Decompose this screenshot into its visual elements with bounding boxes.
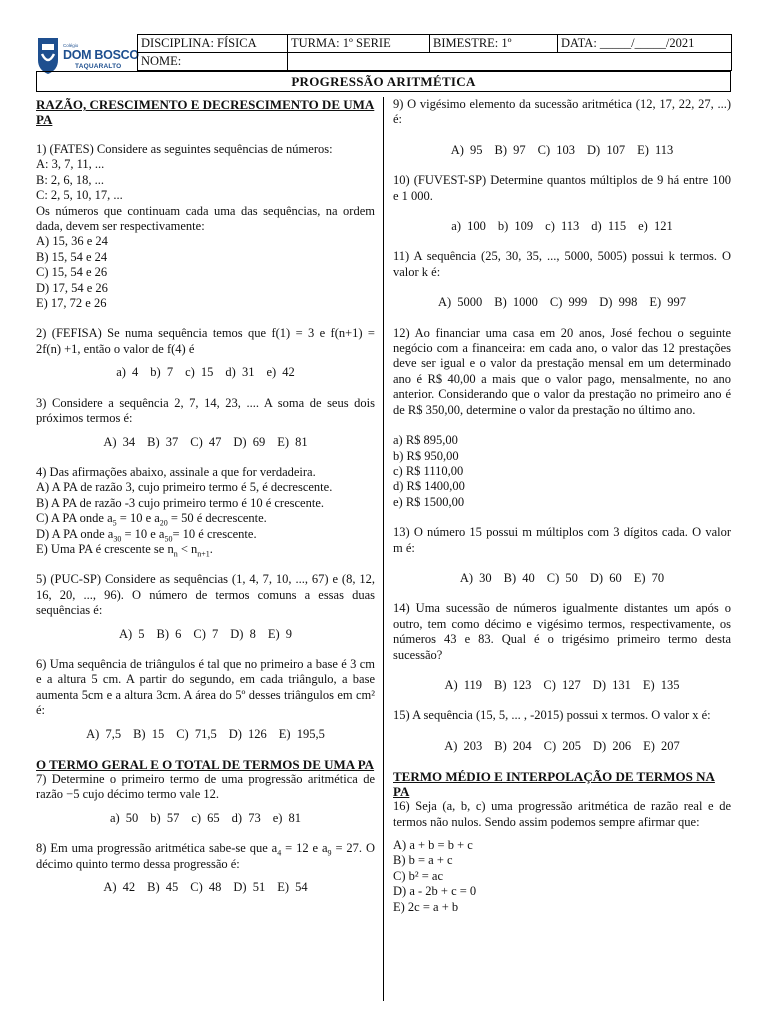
bimester-cell: BIMESTRE: 1º xyxy=(430,35,558,53)
option: C) 47 xyxy=(190,434,222,449)
option: C) 999 xyxy=(549,295,588,310)
option-c: c) R$ 1110,00 xyxy=(393,463,464,478)
right-column xyxy=(393,97,731,915)
option: D) 107 xyxy=(587,142,626,157)
option: D) 131 xyxy=(592,677,631,692)
section-heading: RAZÃO, CRESCIMENTO E DECRESCIMENTO DE UMA PA xyxy=(36,97,375,127)
question-1: 1) (FATES) Considere as seguintes sequências de números: xyxy=(36,142,333,156)
option: d) 73 xyxy=(231,810,261,825)
option: C) 50 xyxy=(546,570,578,585)
option: E) 113 xyxy=(637,142,674,157)
option-d: D) A PA onde $a_{30} = 10$ e $a_{50}= 10$ é crescente. xyxy=(36,526,257,544)
option-e: E) Uma PA é crescente se $n_n < n_{n+1}$. xyxy=(36,541,213,559)
option: a) 4 xyxy=(116,365,139,380)
option: E) 135 xyxy=(642,677,680,692)
logo-top-text: Colégio xyxy=(63,43,79,48)
question-5: 5) (PUC-SP) Considere as sequências (1, 4, 7, 10, ..., 67) e (8, 12, 16, 20, ..., 96). O número de termos comuns a essas duas sequências é: xyxy=(36,572,375,618)
option: b) 109 xyxy=(497,219,534,234)
option: D) 206 xyxy=(593,738,632,753)
option: E) 195,5 xyxy=(278,726,325,741)
option: B) 45 xyxy=(147,880,179,895)
option-b: B) 15, 54 e 24 xyxy=(36,249,108,264)
option: D) 60 xyxy=(589,570,622,585)
question-15: 15) A sequência (15, 5, ... , -2015) possui x termos. O valor x é: xyxy=(393,708,711,723)
option-b: B) b = a + c xyxy=(393,853,453,868)
question-8: 8) Em uma progressão aritmética sabe-se que $a_4 = 12$ e $a_9 = 27$. O décimo quinto termo dessa progressão é: xyxy=(36,841,376,871)
option: e) 42 xyxy=(266,365,295,380)
options-row xyxy=(393,295,731,310)
options-row xyxy=(393,678,731,693)
option: b) 7 xyxy=(150,365,174,380)
question-16: 16) Seja (a, b, c) uma progressão aritmética de razão real e de termos não nulos. Sendo assim podemos sempre afirmar que: xyxy=(393,799,731,829)
name-label: NOME: xyxy=(138,53,288,71)
option: d) 31 xyxy=(225,365,255,380)
option: A) 119 xyxy=(444,677,483,692)
section-heading: TERMO MÉDIO E INTERPOLAÇÃO DE TERMOS NA PA xyxy=(393,769,715,800)
name-field[interactable] xyxy=(288,53,732,71)
question-2: 2) (FEFISA) Se numa sequência temos que f(1) = 3 e f(n+1) = 2f(n) +1, então o valor de f(4) é xyxy=(36,326,375,356)
option: A) 5000 xyxy=(437,295,483,310)
option: A) 5 xyxy=(118,626,145,641)
options-row xyxy=(36,727,375,742)
option-d: d) R$ 1400,00 xyxy=(393,479,465,494)
question-4: 4) Das afirmações abaixo, assinale a que for verdadeira. xyxy=(36,464,316,479)
option: B) 123 xyxy=(494,677,532,692)
section-heading: O TERMO GERAL E O TOTAL DE TERMOS DE UMA PA xyxy=(36,757,375,772)
question-10: 10) (FUVEST-SP) Determine quantos múltiplos de 9 há entre 100 e 1 000. xyxy=(393,173,731,203)
question-13: 13) O número 15 possui m múltiplos com 3 dígitos cada. O valor m é: xyxy=(393,525,731,555)
options-row xyxy=(393,739,731,754)
options-row xyxy=(36,365,375,380)
option: E) 997 xyxy=(649,295,687,310)
page-title: PROGRESSÃO ARITMÉTICA xyxy=(36,71,731,92)
left-column xyxy=(36,97,375,895)
option-e: E) 17, 72 e 26 xyxy=(36,296,107,311)
options-row xyxy=(393,143,731,158)
options-row xyxy=(36,627,375,642)
discipline-cell: DISCIPLINA: FÍSICA xyxy=(138,35,288,53)
option: C) 48 xyxy=(190,880,222,895)
option: E) 70 xyxy=(633,570,665,585)
option: E) 207 xyxy=(643,738,680,753)
option: B) 204 xyxy=(494,738,532,753)
list-item: B: 2, 6, 18, ... xyxy=(36,172,105,187)
option: A) 7,5 xyxy=(86,726,122,741)
option: B) 6 xyxy=(156,626,182,641)
option-d: D) 17, 54 e 26 xyxy=(36,280,108,295)
option-a: A) A PA de razão 3, cujo primeiro termo é 5, é decrescente. xyxy=(36,480,333,495)
logo-brand: DOM BOSCO xyxy=(63,48,139,62)
option: D) 998 xyxy=(599,295,638,310)
option: D) 8 xyxy=(230,626,256,641)
question-6: 6) Uma sequência de triângulos é tal que no primeiro a base é 3 cm e a altura 5 cm. A partir do segundo, em cada triângulo, a base aumenta 5cm e a altura 3cm. A área do 5º desses triângulos em cm² é: xyxy=(36,656,375,718)
column-divider xyxy=(383,97,384,1001)
option: B) 1000 xyxy=(494,295,538,310)
option: D) 69 xyxy=(233,434,266,449)
date-field[interactable]: DATA: _____/_____/2021 xyxy=(558,35,732,53)
option-c: C) A PA onde $a_5 = 10$ e $a_{20} = 50$ é decrescente. xyxy=(36,511,267,528)
school-logo xyxy=(36,36,139,76)
option: C) 205 xyxy=(543,738,582,753)
option: D) 51 xyxy=(233,880,266,895)
option: A) 203 xyxy=(444,738,483,753)
option-a: a) R$ 895,00 xyxy=(393,433,458,448)
option-b: B) A PA de razão -3 cujo primeiro termo é 10 é crescente. xyxy=(36,495,324,510)
option: e) 121 xyxy=(638,219,673,234)
options-row xyxy=(36,880,375,895)
option: E) 81 xyxy=(277,434,308,449)
options-row xyxy=(36,811,375,826)
option: B) 40 xyxy=(503,570,535,585)
shield-logo-icon xyxy=(36,36,62,76)
option: B) 15 xyxy=(133,726,165,741)
class-cell: TURMA: 1º SERIE xyxy=(288,35,430,53)
option: E) 54 xyxy=(277,880,308,895)
option: c) 65 xyxy=(191,810,220,825)
option: a) 100 xyxy=(451,219,486,234)
option: C) 103 xyxy=(537,142,576,157)
option-c: C) 15, 54 e 26 xyxy=(36,265,108,280)
option: D) 126 xyxy=(228,726,267,741)
option: A) 34 xyxy=(103,434,136,449)
options-row xyxy=(36,435,375,450)
option: c) 113 xyxy=(545,219,580,234)
question-9: 9) O vigésimo elemento da sucessão aritmética (12, 17, 22, 27, ...) é: xyxy=(393,97,731,127)
option-a: A) 15, 36 e 24 xyxy=(36,234,108,249)
option: d) 115 xyxy=(591,219,627,234)
list-item: Os números que continuam cada uma das sequências, na ordem dada, devem ser respectivamente: xyxy=(36,203,375,234)
option: c) 15 xyxy=(185,365,214,380)
option: e) 81 xyxy=(272,810,302,825)
option: B) 97 xyxy=(494,142,526,157)
list-item: C: 2, 5, 10, 17, ... xyxy=(36,188,123,203)
option-e: e) R$ 1500,00 xyxy=(393,494,465,509)
question-12: 12) Ao financiar uma casa em 20 anos, José fechou o seguinte negócio com a financeira: em cada ano, o valor das 12 prestações deve ser igual e o valor da prestação mensal em um determinado ano é R$ 40,00 a mais que o valor pago, mensalmente, no ano anterior. Considerando que o valor da prestação no primeiro ano é de R$ 350,00, determine o valor da prestação no último ano. xyxy=(393,325,731,417)
option: E) 9 xyxy=(267,626,293,641)
question-14: 14) Uma sucessão de números igualmente distantes um após o outro, tem como décimo e vigésimo termos, respectivamente, os números 43 e 83. Qual é o trigésimo primeiro termo desta sucessão? xyxy=(393,601,731,662)
option: C) 127 xyxy=(543,677,581,692)
option: A) 30 xyxy=(459,570,492,585)
option-d: D) a - 2b + c = 0 xyxy=(393,884,477,899)
option: A) 95 xyxy=(450,142,483,157)
options-row xyxy=(393,219,731,234)
option: C) 71,5 xyxy=(176,726,217,741)
question-3: 3) Considere a sequência 2, 7, 14, 23, .... A soma de seus dois próximos termos é: xyxy=(36,395,375,426)
options-row xyxy=(393,571,731,586)
option-e: E) 2c = a + b xyxy=(393,899,459,914)
question-7: 7) Determine o primeiro termo de uma progressão aritmética de razão −5 cujo décimo termo vale 12. xyxy=(36,772,375,802)
option-a: A) a + b = b + c xyxy=(393,838,473,852)
option: A) 42 xyxy=(103,880,136,895)
list-item: A: 3, 7, 11, ... xyxy=(36,157,105,172)
option: a) 50 xyxy=(109,810,139,825)
option: B) 37 xyxy=(147,434,179,449)
question-11: 11) A sequência (25, 30, 35, ..., 5000, 5005) possui k termos. O valor k é: xyxy=(393,249,731,279)
option: b) 57 xyxy=(150,810,180,825)
logo-subtitle: TAQUARALTO xyxy=(75,63,122,70)
option: C) 7 xyxy=(193,626,219,641)
option-c: C) b² = ac xyxy=(393,868,444,883)
option-b: b) R$ 950,00 xyxy=(393,448,459,463)
header-table xyxy=(137,34,732,71)
